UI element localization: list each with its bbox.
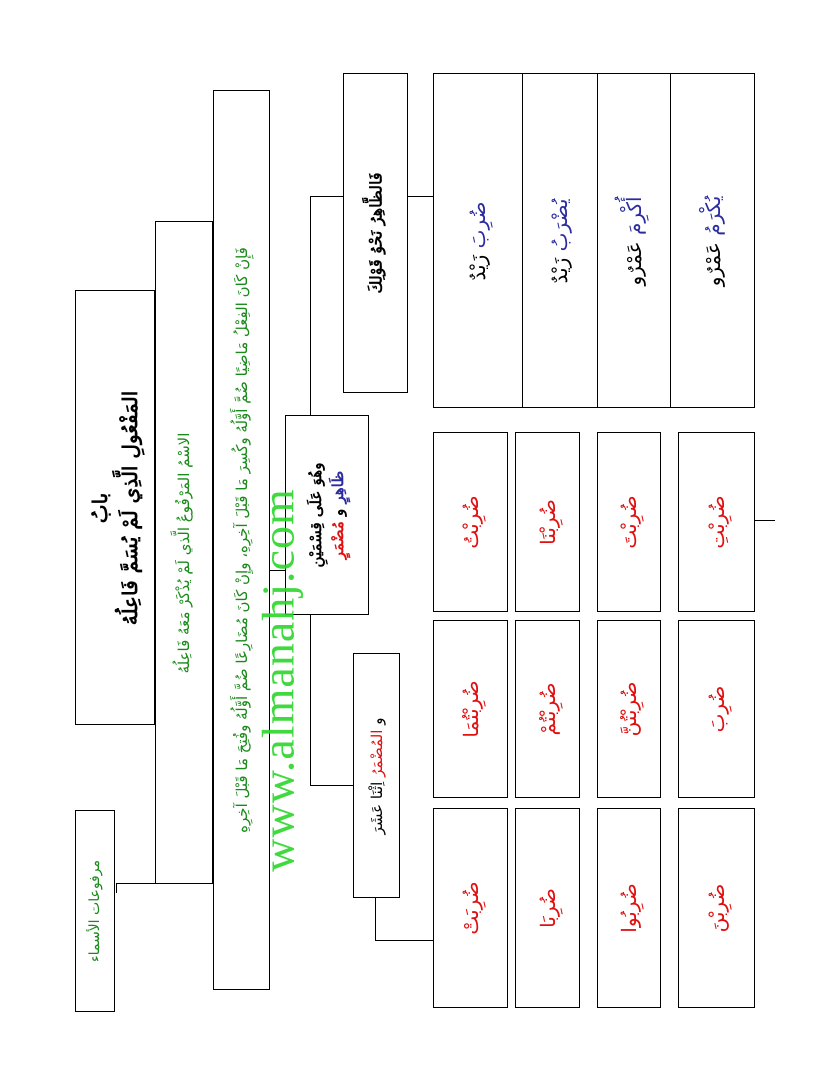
explicit-example (701, 195, 725, 286)
implicit-example: ضُرِبَتْ (458, 881, 483, 935)
implicit-example-box (597, 432, 661, 612)
implicit-example: ضُرِبُوا (617, 883, 641, 933)
implicit-example: ضُرِبْنَا (535, 499, 560, 545)
implicit-example: ضُرِبْنَ (704, 883, 729, 933)
definition-box (155, 221, 213, 884)
connector-line (407, 196, 435, 197)
example-noun: زَيْدٌ (466, 254, 490, 280)
title-box (75, 290, 155, 725)
implicit-example-box (515, 808, 580, 1008)
implicit-header (368, 717, 386, 834)
example-noun: عَمْرٌو (700, 241, 725, 286)
implicit-example-box (678, 432, 755, 612)
implicit-example-box (597, 808, 661, 1008)
implicit-example: ضُرِبْتِ (704, 495, 729, 549)
division-and: و (329, 508, 347, 516)
rule-text: فَإِنْ كَانَ الفِعْلُ مَاضِيًا ضُمَّ أَوَّلُهُ وكُسِرَ مَا قَبْلَ آخِرِهِ، وإِنْ كَانَ مُضَارِعًا ضُمَّ أَوَّلُهُ وفُتِحَ مَا قَبْلَ آخِرِهِ (232, 247, 251, 833)
implicit-example-box (433, 432, 508, 612)
definition-text: الاسْمُ المَرْفُوعُ الَّذي لَمْ يُذْكَرْ مَعَهُ فَاعِلُهُ (175, 432, 193, 673)
chapter-title-line2: المَفْعُولِ الَّذِي لَمْ يُسَمَّ فَاعِلُهُ (118, 390, 142, 625)
implicit-example-box (678, 808, 755, 1008)
implicit-example: ضُرِبْتَ (617, 495, 641, 549)
implicit-example-box (433, 808, 508, 1008)
implicit-header-box (353, 653, 400, 898)
category-label: مرفوعات الأسماء (87, 860, 103, 962)
divisions-intro: وهُوَ عَلَى قِسْمَيْنِ (307, 462, 325, 568)
example-verb: أُكْرِمَ (622, 195, 646, 235)
implicit-example: ضُرِبْتُنَّ (617, 681, 641, 737)
implicit-header-word: المُضْمَرُ (367, 729, 386, 777)
implicit-example: ضُرِبَا (535, 888, 560, 928)
chapter-title-line1: بابُ (88, 492, 112, 523)
connector-line (116, 883, 117, 893)
explicit-example (548, 198, 572, 283)
example-verb: يُضْرَبُ (548, 198, 572, 251)
explicit-header-box (343, 73, 408, 393)
implicit-header-and: و (367, 716, 386, 725)
connector-line (375, 898, 376, 940)
example-verb: ضُرِبَ (466, 201, 490, 248)
explicit-example-box (670, 73, 755, 408)
implicit-example: ضُرِبْتُمَا (458, 680, 483, 738)
explicit-example (466, 201, 490, 280)
implicit-header-count: اِثْنَا عَشَرَ (367, 781, 386, 835)
division-explicit: ظَاهِرٍ (329, 470, 347, 504)
implicit-example-box (515, 432, 580, 612)
example-noun: عَمْرٌو (622, 240, 646, 286)
connector-line (755, 520, 775, 521)
example-noun: زَيْدٌ (548, 257, 572, 283)
connector-line (310, 196, 344, 197)
connector-line (375, 940, 435, 941)
example-verb: يُكْرَمُ (700, 195, 725, 236)
explicit-example-box (597, 73, 671, 408)
division-implicit: مُضْمَرٍ (329, 521, 347, 560)
watermark: www.almanahj.com (252, 488, 304, 872)
implicit-example: ضُرِبْتُ (458, 495, 483, 549)
divisions-text (305, 463, 349, 568)
explicit-example (622, 196, 646, 285)
implicit-example-box (433, 620, 508, 798)
implicit-example-box (678, 620, 755, 798)
implicit-example: ضُرِبْتُمْ (535, 682, 560, 736)
explicit-example-box (433, 73, 523, 408)
chapter-title (85, 390, 145, 625)
implicit-example: ضُرِبَ (704, 685, 729, 733)
category-box (75, 810, 115, 1012)
connector-line (310, 785, 353, 786)
implicit-example-box (597, 620, 661, 798)
explicit-header: فَالظَّاهِرُ نَحْوُ قَوْلِكَ (366, 172, 385, 294)
implicit-example-box (515, 620, 580, 798)
explicit-example-box (522, 73, 598, 408)
